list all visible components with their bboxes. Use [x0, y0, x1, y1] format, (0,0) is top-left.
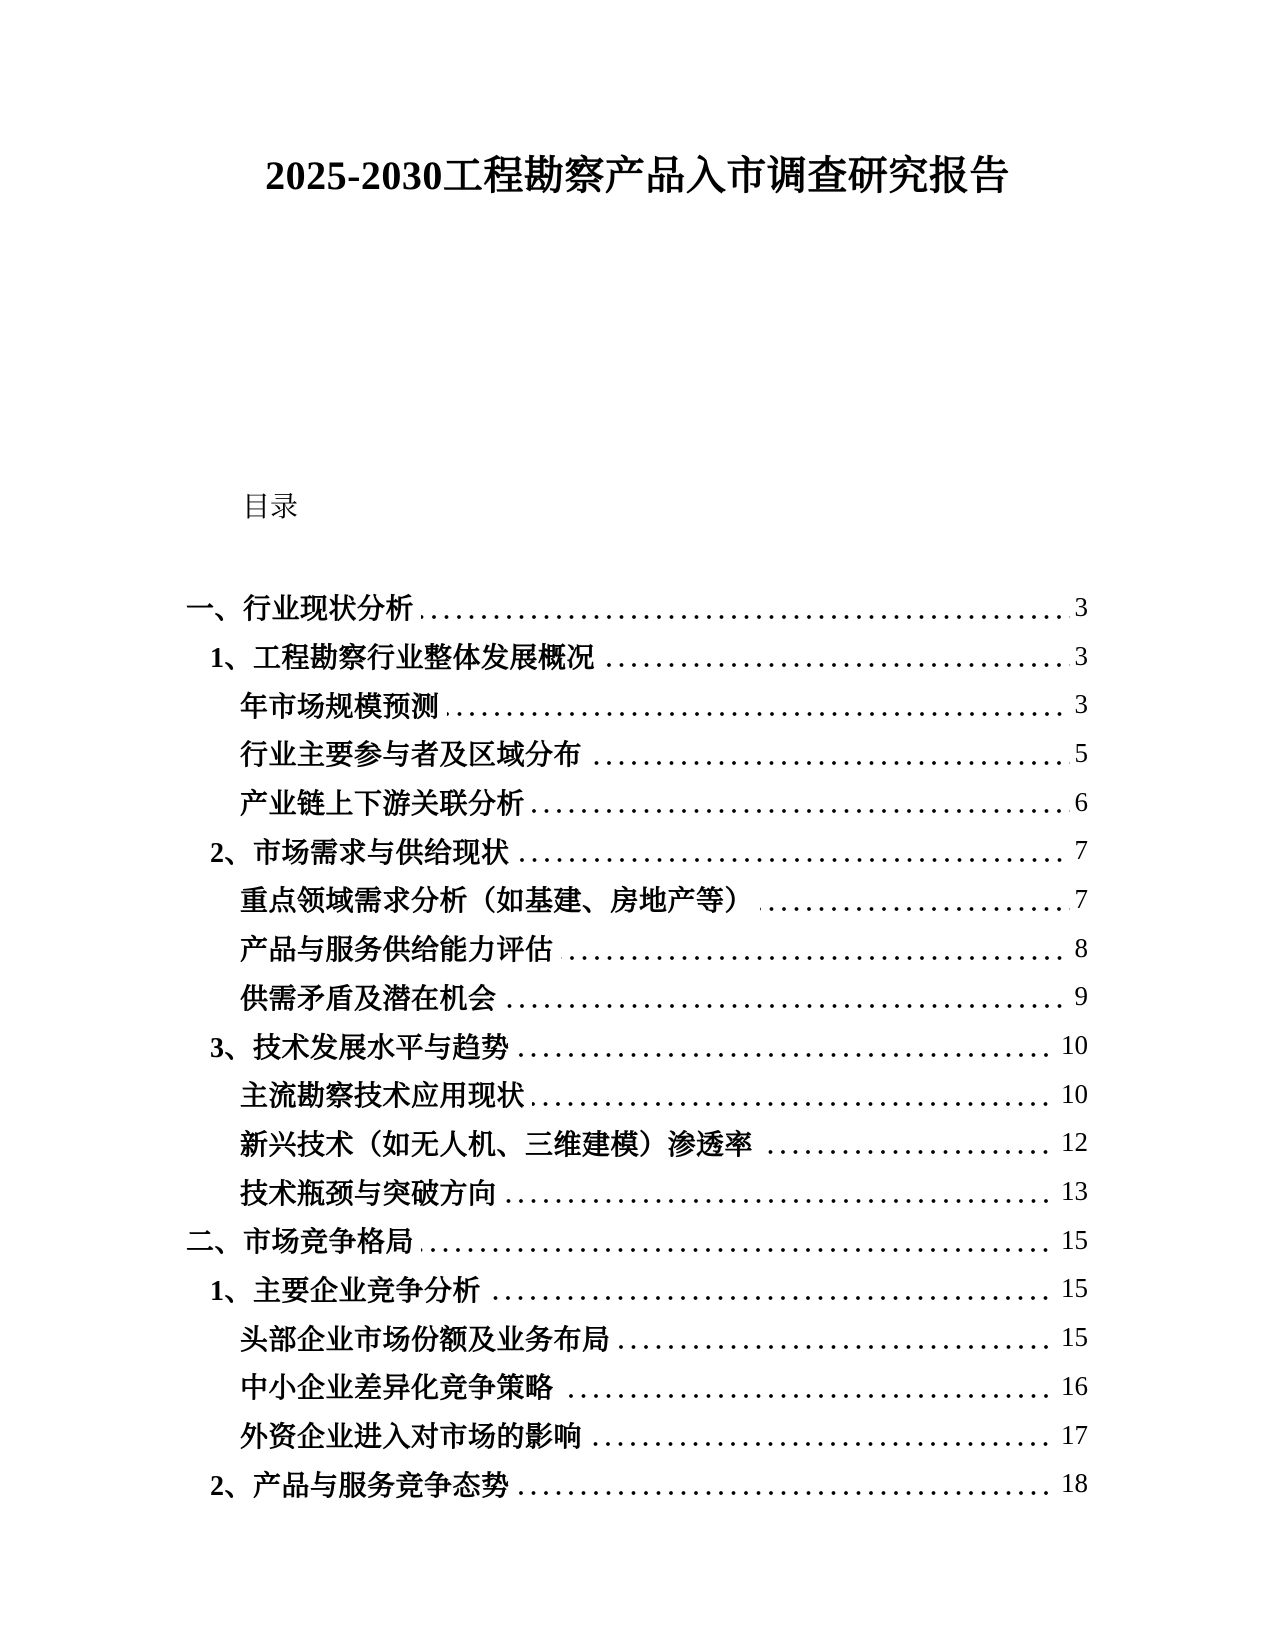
toc-entry-label: 产业链上下游关联分析	[240, 789, 526, 821]
toc-entry	[186, 1362, 1088, 1411]
toc-entry-label: 中小企业差异化竞争策略	[240, 1373, 554, 1405]
toc-dot-leader	[510, 1459, 1061, 1508]
toc-dot-leader	[497, 1167, 1061, 1216]
toc-entry-page-number: 12	[1061, 1127, 1088, 1158]
toc-entry-label: 主流勘察技术应用现状	[240, 1081, 526, 1113]
toc-entry	[186, 583, 1088, 632]
toc-entry-label: 1、工程勘察行业整体发展概况	[210, 643, 596, 675]
toc-entry-page-number: 5	[1074, 737, 1088, 768]
toc-dot-leader	[525, 778, 1074, 827]
toc-entry	[186, 729, 1088, 778]
toc-entry	[186, 1021, 1088, 1070]
toc-dot-leader	[595, 632, 1074, 681]
toc-entry-page-number: 10	[1061, 1078, 1088, 1109]
toc-dot-leader	[582, 729, 1074, 778]
toc-entry-page-number: 15	[1061, 1224, 1088, 1255]
toc-entry-page-number: 16	[1061, 1370, 1088, 1401]
toc-entry	[186, 1411, 1088, 1460]
toc-entry	[186, 1119, 1088, 1168]
toc-entry-page-number: 10	[1061, 1030, 1088, 1061]
toc-entry	[186, 1265, 1088, 1314]
toc-entry-label: 3、技术发展水平与趋势	[210, 1032, 510, 1064]
toc-dot-leader	[753, 1119, 1061, 1168]
toc-entry-label: 2、产品与服务竞争态势	[210, 1470, 510, 1502]
toc-entry-page-number: 9	[1074, 981, 1088, 1012]
toc-dot-leader	[554, 924, 1075, 973]
toc-entry	[186, 1167, 1088, 1216]
toc-entry	[186, 778, 1088, 827]
toc-entry-page-number: 18	[1061, 1468, 1088, 1499]
toc-entry	[186, 924, 1088, 973]
toc-dot-leader	[414, 1216, 1061, 1265]
toc-entry	[186, 973, 1088, 1022]
toc-entry-page-number: 17	[1061, 1419, 1088, 1450]
toc-entry-label: 年市场规模预测	[240, 691, 440, 723]
toc-entry-page-number: 7	[1074, 883, 1088, 914]
toc-entry	[186, 1313, 1088, 1362]
toc-entry-page-number: 15	[1061, 1273, 1088, 1304]
toc-entry-label: 一、行业现状分析	[186, 594, 415, 626]
toc-entry-page-number: 15	[1061, 1322, 1088, 1353]
toc-entry-label: 1、主要企业竞争分析	[210, 1275, 482, 1307]
toc-entry-label: 重点领域需求分析（如基建、房地产等）	[240, 886, 754, 918]
toc-entry	[186, 680, 1088, 729]
toc-entry-page-number: 3	[1074, 640, 1088, 671]
toc-dot-leader	[753, 875, 1074, 924]
toc-dot-leader	[510, 826, 1075, 875]
toc-entry-label: 技术瓶颈与突破方向	[240, 1178, 497, 1210]
toc-entry	[186, 1070, 1088, 1119]
toc-dot-leader	[525, 1070, 1061, 1119]
toc-entry-label: 二、市场竞争格局	[186, 1227, 415, 1259]
toc-entry-page-number: 8	[1074, 932, 1088, 963]
toc-entry-label: 供需矛盾及潜在机会	[240, 983, 497, 1015]
toc-dot-leader	[611, 1313, 1061, 1362]
toc-entry-label: 新兴技术（如无人机、三维建模）渗透率	[240, 1129, 754, 1161]
toc-entry-page-number: 13	[1061, 1176, 1088, 1207]
toc-dot-leader	[481, 1265, 1061, 1314]
document-title: 2025-2030工程勘察产品入市调查研究报告	[265, 153, 1010, 198]
toc-dot-leader	[554, 1362, 1061, 1411]
toc-entry-label: 头部企业市场份额及业务布局	[240, 1324, 611, 1356]
toc-entry-label: 产品与服务供给能力评估	[240, 935, 554, 967]
toc-entry-label: 外资企业进入对市场的影响	[240, 1422, 583, 1454]
toc-dot-leader	[497, 973, 1075, 1022]
toc-entry-label: 行业主要参与者及区域分布	[240, 740, 583, 772]
toc-entry	[186, 875, 1088, 924]
toc-entry	[186, 632, 1088, 681]
toc-entry-label: 2、市场需求与供给现状	[210, 837, 510, 869]
toc-entry-page-number: 6	[1074, 786, 1088, 817]
toc-heading: 目录	[242, 492, 299, 523]
toc-dot-leader	[414, 583, 1074, 632]
toc-dot-leader	[440, 680, 1075, 729]
toc-entry	[186, 1216, 1088, 1265]
toc-entry	[186, 1459, 1088, 1508]
toc-entry-page-number: 3	[1074, 591, 1088, 622]
toc-entry-page-number: 3	[1074, 689, 1088, 720]
toc-dot-leader	[582, 1411, 1061, 1460]
toc-list	[186, 583, 1088, 1508]
toc-dot-leader	[510, 1021, 1061, 1070]
toc-entry	[186, 826, 1088, 875]
toc-entry-page-number: 7	[1074, 835, 1088, 866]
